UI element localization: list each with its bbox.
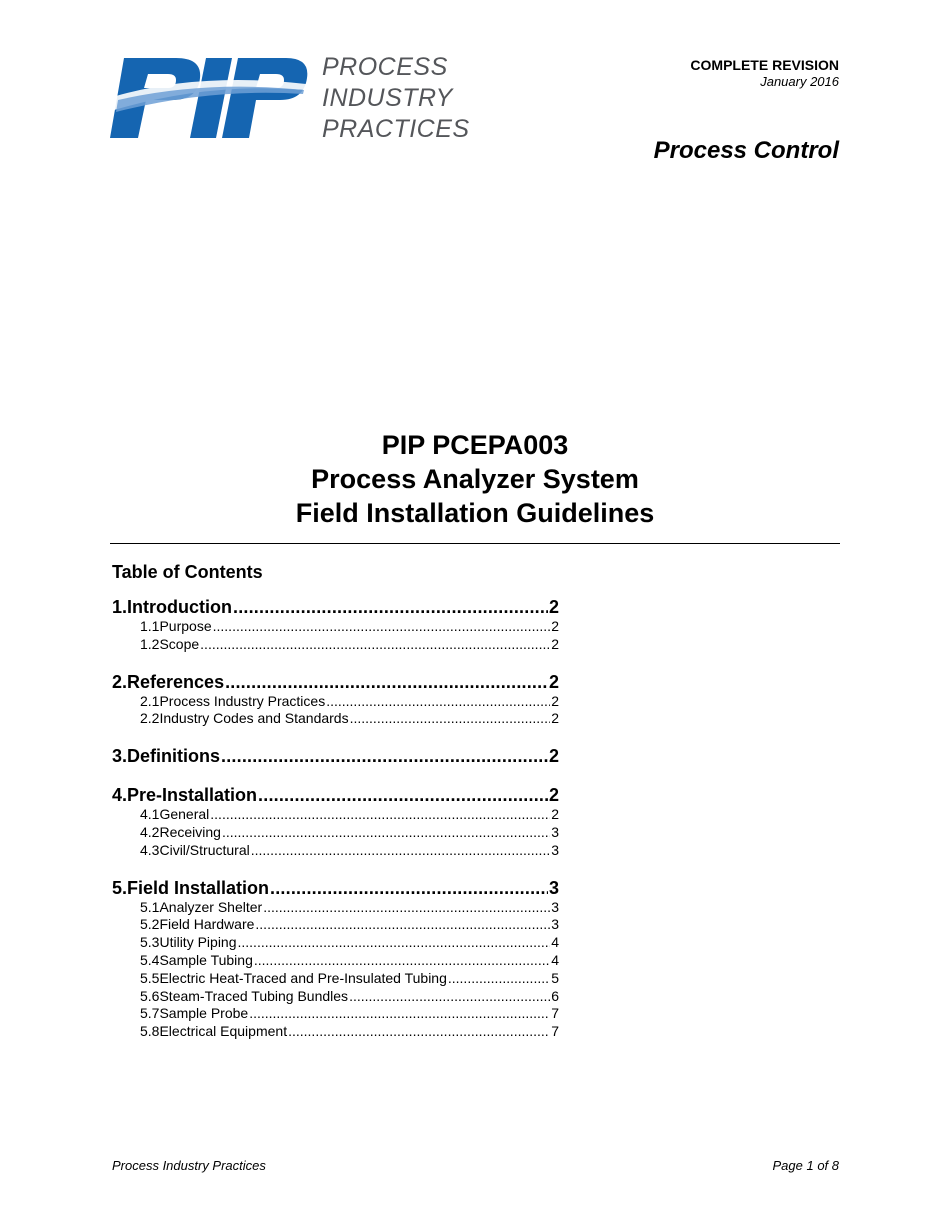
toc-subentry-page: 3 xyxy=(551,898,559,915)
toc-subentry[interactable] xyxy=(112,1023,559,1041)
toc-leader-dots xyxy=(326,693,550,711)
toc-leader-dots xyxy=(288,1023,550,1041)
toc-leader-dots xyxy=(238,934,551,952)
toc-subentry-label: Civil/Structural xyxy=(159,841,250,858)
toc-subentry-label: Industry Codes and Standards xyxy=(159,710,349,727)
toc-subentry-page: 3 xyxy=(551,823,559,840)
toc-subentry-label: Electrical Equipment xyxy=(159,1023,288,1040)
document-title-line: Field Installation Guidelines xyxy=(295,498,655,528)
toc-subentry-page: 2 xyxy=(551,692,559,709)
toc-subentry-label: Utility Piping xyxy=(159,934,237,951)
toc-entry[interactable] xyxy=(112,596,559,618)
toc-entry-page: 2 xyxy=(548,785,559,806)
toc-entry-page: 3 xyxy=(548,877,559,898)
toc-leader-dots xyxy=(249,1005,550,1023)
toc-entry[interactable] xyxy=(112,784,559,806)
toc-section xyxy=(112,671,559,729)
page-number: Page 1 of 8 xyxy=(772,1158,839,1173)
toc-subentry[interactable] xyxy=(112,636,559,654)
toc-entry-number: 3. xyxy=(112,746,128,767)
toc-leader-dots xyxy=(254,952,550,970)
toc-subentry-number: 5.6 xyxy=(140,987,160,1004)
toc-subentry[interactable] xyxy=(112,618,559,636)
toc-entry-page: 2 xyxy=(548,746,559,767)
toc-entry[interactable] xyxy=(112,877,559,899)
toc-leader-dots xyxy=(221,745,548,767)
toc-subentry-label: Steam-Traced Tubing Bundles xyxy=(159,987,349,1004)
document-number: PIP PCEPA003 xyxy=(381,430,569,460)
toc-subentry-page: 4 xyxy=(551,934,559,951)
toc-subentry-label: Field Hardware xyxy=(159,916,255,933)
toc-subentry-number: 1.2 xyxy=(140,635,160,652)
revision-status: COMPLETE REVISION xyxy=(690,57,839,73)
toc-subentry-label: Analyzer Shelter xyxy=(159,898,263,915)
toc-entry[interactable] xyxy=(112,745,559,767)
toc-subentry-label: Process Industry Practices xyxy=(159,692,326,709)
toc-subentry-number: 5.5 xyxy=(140,969,160,986)
toc-subentry[interactable] xyxy=(112,710,559,728)
revision-block xyxy=(690,57,839,89)
title-divider xyxy=(110,543,840,544)
table-of-contents xyxy=(112,596,559,1058)
toc-subentry-number: 4.2 xyxy=(140,823,160,840)
toc-leader-dots xyxy=(349,988,550,1006)
toc-leader-dots xyxy=(263,899,550,917)
document-title xyxy=(0,428,950,530)
toc-subentry[interactable] xyxy=(112,970,559,988)
toc-subentry[interactable] xyxy=(112,934,559,952)
toc-leader-dots xyxy=(225,671,548,693)
toc-subentry[interactable] xyxy=(112,693,559,711)
toc-subentry-page: 3 xyxy=(551,841,559,858)
toc-subentry[interactable] xyxy=(112,916,559,934)
toc-entry-number: 4. xyxy=(112,785,128,806)
toc-subentry-label: Purpose xyxy=(159,618,212,634)
toc-subentry-label: General xyxy=(159,806,210,823)
toc-entry-number: 1. xyxy=(112,597,128,617)
pip-logo-mark xyxy=(110,54,308,140)
toc-entry-label: Introduction xyxy=(127,597,232,617)
toc-leader-dots xyxy=(270,877,548,899)
toc-subentry-label: Scope xyxy=(159,635,200,652)
toc-subentry[interactable] xyxy=(112,899,559,917)
toc-entry-label: Pre-Installation xyxy=(127,785,258,806)
toc-subentry-label: Sample Tubing xyxy=(159,951,253,968)
toc-entry-page: 2 xyxy=(548,671,559,692)
toc-subentry-page: 2 xyxy=(551,635,559,652)
toc-entry-page: 2 xyxy=(548,597,559,617)
toc-subentry-number: 4.1 xyxy=(140,806,160,823)
toc-subentry-page: 4 xyxy=(551,951,559,968)
toc-subentry-label: Receiving xyxy=(159,823,221,840)
footer-organization: Process Industry Practices xyxy=(112,1158,266,1173)
toc-subentry-number: 5.3 xyxy=(140,934,160,951)
toc-entry-label: Definitions xyxy=(127,746,221,767)
toc-section xyxy=(112,877,559,1041)
pip-logo xyxy=(110,52,480,144)
toc-subentry-page: 2 xyxy=(551,710,559,727)
toc-leader-dots xyxy=(251,842,550,860)
practice-category: Process Control xyxy=(653,137,839,164)
toc-subentry-page: 7 xyxy=(551,1005,559,1022)
toc-subentry-number: 4.3 xyxy=(140,841,160,858)
toc-subentry[interactable] xyxy=(112,952,559,970)
toc-subentry-page: 2 xyxy=(551,806,559,823)
toc-subentry-number: 2.1 xyxy=(140,692,160,709)
toc-subentry-page: 3 xyxy=(551,916,559,933)
toc-subentry-number: 5.1 xyxy=(140,898,160,915)
logo-word: PRACTICES xyxy=(322,115,470,143)
toc-subentry[interactable] xyxy=(112,824,559,842)
toc-subentry-page: 6 xyxy=(551,987,559,1004)
toc-subentry-number: 5.7 xyxy=(140,1005,160,1022)
toc-section xyxy=(112,784,559,859)
toc-subentry-label: Electric Heat-Traced and Pre-Insulated Tubing xyxy=(159,969,447,986)
toc-entry-label: Field Installation xyxy=(127,877,270,898)
toc-leader-dots xyxy=(350,710,551,728)
toc-section xyxy=(112,596,559,654)
toc-subentry[interactable] xyxy=(112,806,559,824)
document-title-line: Process Analyzer System xyxy=(311,464,639,494)
toc-subentry[interactable] xyxy=(112,842,559,860)
toc-subentry-label: Sample Probe xyxy=(159,1005,249,1022)
toc-entry-number: 2. xyxy=(112,671,128,692)
logo-letter-p2 xyxy=(222,58,307,138)
toc-leader-dots xyxy=(200,636,550,654)
toc-leader-dots xyxy=(255,916,550,934)
toc-leader-dots xyxy=(213,618,551,636)
toc-leader-dots xyxy=(258,784,548,806)
toc-subentry-page: 5 xyxy=(551,969,559,986)
toc-leader-dots xyxy=(210,806,550,824)
logo-wordmark xyxy=(322,52,470,145)
toc-entry-number: 5. xyxy=(112,877,128,898)
toc-subentry-number: 1.1 xyxy=(140,618,160,634)
logo-word: PROCESS xyxy=(322,53,448,81)
revision-date: January 2016 xyxy=(760,74,839,89)
logo-word: INDUSTRY xyxy=(322,84,453,112)
toc-subentry-page: 2 xyxy=(551,618,559,634)
toc-heading: Table of Contents xyxy=(112,562,263,582)
toc-subentry-number: 5.2 xyxy=(140,916,160,933)
toc-section xyxy=(112,745,559,767)
toc-subentry-number: 2.2 xyxy=(140,710,160,727)
toc-subentry-number: 5.8 xyxy=(140,1023,160,1040)
toc-entry-label: References xyxy=(127,671,225,692)
toc-leader-dots xyxy=(222,824,550,842)
toc-subentry[interactable] xyxy=(112,988,559,1006)
toc-leader-dots xyxy=(448,970,550,988)
toc-entry[interactable] xyxy=(112,671,559,693)
toc-subentry[interactable] xyxy=(112,1005,559,1023)
toc-subentry-number: 5.4 xyxy=(140,951,160,968)
toc-subentry-page: 7 xyxy=(551,1023,559,1040)
toc-leader-dots xyxy=(233,596,548,618)
